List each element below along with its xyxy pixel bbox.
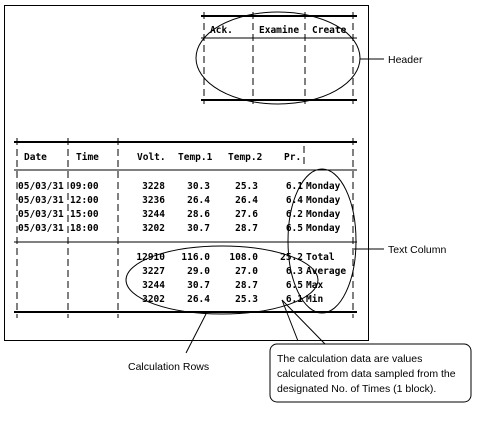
cell-temp2: 27.6	[235, 209, 258, 220]
th-pr: Pr.	[284, 152, 302, 163]
cell-date: 05/03/31	[18, 181, 64, 192]
calc-volt: 3202	[142, 294, 165, 305]
cell-text: Monday	[306, 181, 341, 192]
th-volt: Volt.	[137, 152, 166, 163]
cell-date: 05/03/31	[18, 223, 64, 234]
calc-pr: 25.2	[280, 252, 303, 263]
header-callout-label: Header	[388, 54, 423, 66]
cell-volt: 3236	[142, 195, 165, 206]
cell-text: Monday	[306, 209, 341, 220]
report-table	[14, 138, 357, 318]
th-temp2: Temp.2	[228, 152, 263, 163]
header-col-create: Create	[312, 25, 347, 36]
table-row	[18, 209, 341, 220]
cell-temp2: 25.3	[235, 181, 258, 192]
calc-label: Average	[306, 266, 347, 277]
calc-row-min	[142, 294, 323, 305]
calc-pr: 6.3	[285, 266, 303, 277]
calc-rows-callout-label: Calculation Rows	[128, 361, 210, 373]
cell-temp1: 30.7	[187, 223, 210, 234]
calc-row-max	[142, 280, 323, 291]
th-date: Date	[24, 152, 47, 163]
cell-time: 15:00	[70, 209, 99, 220]
calc-temp1: 29.0	[187, 266, 210, 277]
cell-volt: 3228	[142, 181, 165, 192]
calc-label: Max	[306, 280, 324, 291]
table-row	[18, 223, 341, 234]
cell-temp1: 28.6	[187, 209, 210, 220]
calc-volt: 3227	[142, 266, 165, 277]
text-column-callout-label: Text Column	[388, 244, 447, 256]
calc-note-line-1: The calculation data are values	[277, 353, 423, 365]
calc-temp1: 116.0	[181, 252, 210, 263]
cell-volt: 3202	[142, 223, 165, 234]
cell-temp1: 26.4	[187, 195, 210, 206]
approval-header	[201, 12, 357, 104]
th-time: Time	[76, 152, 99, 163]
cell-pr: 6.1	[285, 181, 303, 192]
cell-date: 05/03/31	[18, 209, 64, 220]
cell-text: Monday	[306, 195, 341, 206]
calc-note-line-3: designated No. of Times (1 block).	[277, 383, 437, 395]
cell-temp2: 26.4	[235, 195, 258, 206]
cell-pr: 6.4	[285, 195, 303, 206]
calc-temp1: 30.7	[187, 280, 210, 291]
cell-temp2: 28.7	[235, 223, 258, 234]
header-col-examine: Examine	[259, 25, 300, 36]
cell-date: 05/03/31	[18, 195, 64, 206]
calc-pr: 6.5	[285, 280, 303, 291]
cell-time: 09:00	[70, 181, 99, 192]
calc-temp2: 27.0	[235, 266, 258, 277]
th-temp1: Temp.1	[178, 152, 213, 163]
calc-label: Total	[306, 252, 335, 263]
calc-temp2: 25.3	[235, 294, 258, 305]
calc-volt: 3244	[142, 280, 165, 291]
cell-text: Monday	[306, 223, 341, 234]
cell-pr: 6.5	[285, 223, 303, 234]
cell-pr: 6.2	[285, 209, 303, 220]
calc-volt: 12910	[136, 252, 165, 263]
header-col-ack: Ack.	[210, 25, 233, 36]
calc-rows-leader-line	[186, 314, 206, 353]
note-pointer	[282, 300, 325, 344]
calc-note-line-2: calculated from data sampled from the	[277, 368, 456, 380]
calc-temp2: 28.7	[235, 280, 258, 291]
calc-label: Min	[306, 294, 324, 305]
table-row	[18, 181, 341, 192]
cell-time: 18:00	[70, 223, 99, 234]
cell-time: 12:00	[70, 195, 99, 206]
calc-row-total	[136, 252, 334, 263]
calc-temp1: 26.4	[187, 294, 210, 305]
calc-pr: 6.1	[285, 294, 303, 305]
calc-temp2: 108.0	[229, 252, 258, 263]
cell-temp1: 30.3	[187, 181, 210, 192]
cell-volt: 3244	[142, 209, 165, 220]
